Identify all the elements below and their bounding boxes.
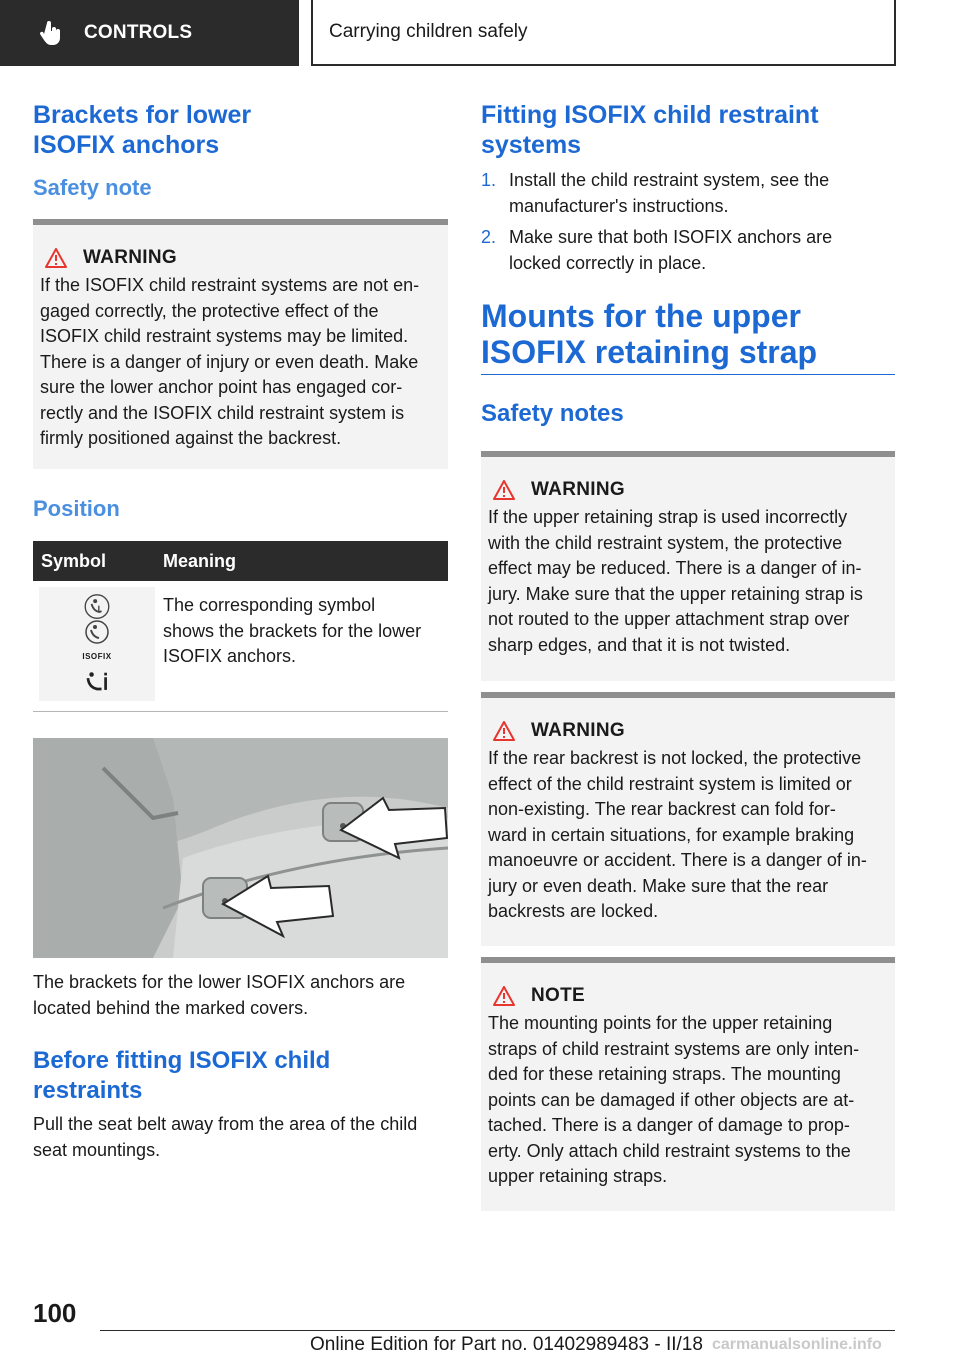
isofix-child-seat-icon	[83, 620, 111, 644]
warning-text: If the upper retaining strap is used incorrectly with the child restraint system, the protective effect may be reduced. There is a danger of in- jury. Make sure that the upper retaining strap is not routed to the upper attachment strap over sharp edges, and that it is not twisted.	[488, 507, 863, 655]
heading-brackets: Brackets for lower ISOFIX anchors	[33, 101, 252, 159]
isofix-seat-photo	[33, 738, 448, 958]
note-box-mounting-points	[481, 957, 895, 1211]
warning-label: WARNING	[83, 247, 177, 268]
table-bottom-rule	[33, 711, 448, 712]
heading-underline	[481, 374, 895, 375]
note-label: NOTE	[531, 985, 585, 1006]
warning-triangle-icon	[493, 480, 515, 500]
list-item: 1. Install the child restraint system, see the manufacturer's instructions.	[481, 170, 830, 216]
list-item: 2. Make sure that both ISOFIX anchors are locked correctly in place.	[481, 227, 833, 273]
meaning-text: The corresponding symbol shows the brackets for the lower ISOFIX anchors.	[163, 595, 422, 666]
before-fitting-text: Pull the seat belt away from the area of the child seat mountings.	[33, 1114, 418, 1160]
heading-before-fitting: Before fitting ISOFIX child restraints	[33, 1047, 331, 1104]
note-triangle-icon	[493, 986, 515, 1006]
symbol-table	[33, 541, 448, 711]
footer-watermark: carmanualsonline.info	[712, 1336, 882, 1353]
footer-rule	[100, 1330, 895, 1331]
isofix-symbols	[39, 587, 155, 701]
heading-safety-notes: Safety notes	[481, 400, 624, 427]
heading-mounts: Mounts for the upper ISOFIX retaining strap	[481, 298, 818, 370]
hand-pointer-icon	[38, 20, 64, 46]
warning-label: WARNING	[531, 720, 625, 741]
warning-text: If the rear backrest is not locked, the protective effect of the child restraint system is limited or non-existing. The rear backrest can fold for- ward in certain situations, for example braking manoeuvre or accident. There is a danger of in- jury or even death. Make sure that the rear backrests are locked.	[488, 748, 867, 921]
warning-triangle-icon	[45, 248, 67, 268]
warning-triangle-icon	[493, 721, 515, 741]
heading-safety-note: Safety note	[33, 175, 152, 200]
warning-label: WARNING	[531, 479, 625, 500]
header-title: Carrying children safely	[329, 21, 528, 42]
warning-box-retaining-strap	[481, 451, 895, 681]
header-section-tab	[0, 0, 299, 66]
isofix-label: ISOFIX	[82, 652, 112, 662]
warning-text: If the ISOFIX child restraint systems are not en- gaged correctly, the protective effect of the ISOFIX child restraint systems may be limited. There is a danger of injury or even death. Make sure the lower anchor point has engaged cor- rectly and the ISOFIX child restraint system is firmly positioned against the backrest.	[40, 275, 420, 448]
warning-box-isofix	[33, 219, 448, 469]
heading-position: Position	[33, 496, 120, 521]
page-number: 100	[33, 1298, 77, 1328]
warning-box-backrest	[481, 692, 895, 946]
footer-edition: Online Edition for Part no. 01402989483 - II/18	[310, 1334, 703, 1355]
col-header-meaning: Meaning	[155, 541, 448, 581]
header-title-box	[311, 0, 896, 66]
left-column	[33, 100, 448, 1163]
heading-fitting: Fitting ISOFIX child restraint systems	[481, 101, 819, 159]
right-column	[481, 100, 895, 1211]
header-section-label: CONTROLS	[84, 22, 193, 43]
child-seat-info-icon	[83, 670, 111, 695]
photo-caption: The brackets for the lower ISOFIX anchors are located behind the marked covers.	[33, 972, 406, 1018]
child-seat-icon	[82, 593, 112, 620]
table-row	[33, 581, 448, 711]
note-text: The mounting points for the upper retaining straps of child restraint systems are only inten- ded for these retaining straps. The mounting points can be damaged if other objects are at- tached. There is a danger of damage to prop- erty. Only attach child restraint systems to the upper retaining straps.	[488, 1013, 860, 1186]
col-header-symbol: Symbol	[33, 541, 155, 581]
fitting-steps	[481, 168, 895, 276]
